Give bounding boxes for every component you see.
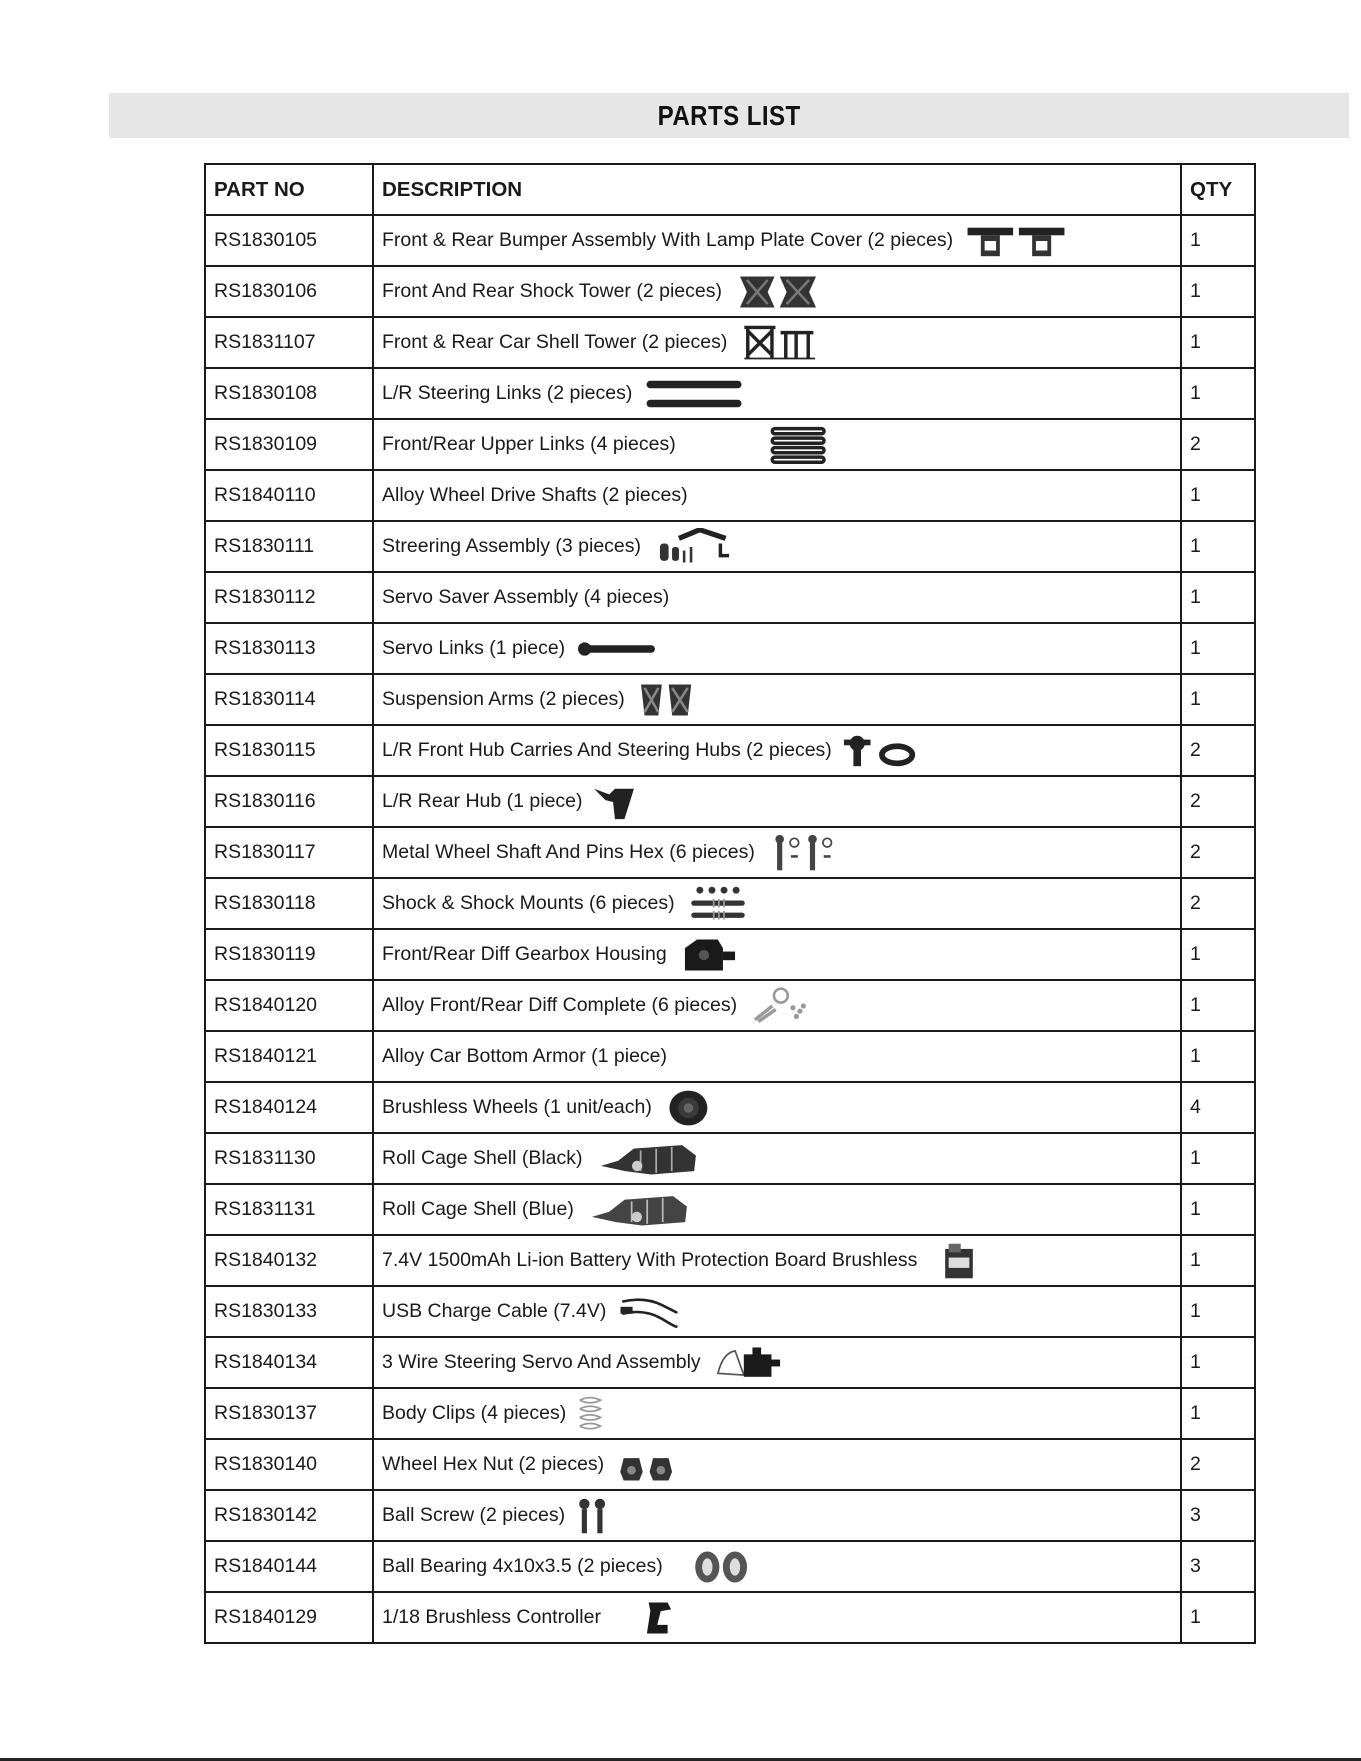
quantity-cell: 2 bbox=[1181, 827, 1255, 878]
shock-tower-icon bbox=[730, 273, 826, 311]
quantity-cell: 4 bbox=[1181, 1082, 1255, 1133]
part-description: L/R Front Hub Carries And Steering Hubs (2 pieces) bbox=[382, 738, 832, 761]
part-number-cell: RS1840134 bbox=[205, 1337, 373, 1388]
description-cell bbox=[373, 1490, 1181, 1541]
quantity-cell: 3 bbox=[1181, 1490, 1255, 1541]
description-cell bbox=[373, 1337, 1181, 1388]
quantity-cell: 1 bbox=[1181, 1133, 1255, 1184]
table-row bbox=[205, 266, 1255, 317]
part-number-cell: RS1830108 bbox=[205, 368, 373, 419]
body-clips-icon bbox=[574, 1395, 608, 1433]
table-row bbox=[205, 1439, 1255, 1490]
quantity-cell: 1 bbox=[1181, 1235, 1255, 1286]
table-row bbox=[205, 1082, 1255, 1133]
cable-icon bbox=[614, 1293, 684, 1331]
part-number-cell: RS1830112 bbox=[205, 572, 373, 623]
table-row bbox=[205, 317, 1255, 368]
description-cell bbox=[373, 572, 1181, 623]
description-cell bbox=[373, 1388, 1181, 1439]
servo-link-icon bbox=[573, 630, 659, 668]
wheel-shaft-icon bbox=[763, 834, 843, 872]
description-cell bbox=[373, 470, 1181, 521]
table-row bbox=[205, 878, 1255, 929]
upper-links-icon bbox=[684, 426, 834, 464]
quantity-cell: 1 bbox=[1181, 623, 1255, 674]
part-description: Ball Screw (2 pieces) bbox=[382, 1503, 566, 1526]
part-number-cell: RS1830116 bbox=[205, 776, 373, 827]
quantity-cell: 1 bbox=[1181, 1184, 1255, 1235]
description-cell bbox=[373, 1235, 1181, 1286]
description-cell bbox=[373, 1082, 1181, 1133]
column-header-part-no: PART NO bbox=[205, 164, 373, 215]
part-number-cell: RS1840124 bbox=[205, 1082, 373, 1133]
part-description: USB Charge Cable (7.4V) bbox=[382, 1299, 607, 1322]
hex-nut-icon bbox=[612, 1446, 682, 1484]
quantity-cell: 2 bbox=[1181, 1439, 1255, 1490]
quantity-cell: 1 bbox=[1181, 1388, 1255, 1439]
part-description: Front And Rear Shock Tower (2 pieces) bbox=[382, 279, 722, 302]
part-description: Front/Rear Upper Links (4 pieces) bbox=[382, 432, 676, 455]
part-description: 7.4V 1500mAh Li-ion Battery With Protection Board Brushless bbox=[382, 1248, 918, 1271]
table-row bbox=[205, 1490, 1255, 1541]
ball-bearing-icon bbox=[671, 1548, 757, 1586]
quantity-cell: 3 bbox=[1181, 1541, 1255, 1592]
part-number-cell: RS1830105 bbox=[205, 215, 373, 266]
description-cell bbox=[373, 1133, 1181, 1184]
part-description: Servo Saver Assembly (4 pieces) bbox=[382, 586, 670, 608]
table-row bbox=[205, 827, 1255, 878]
part-number-cell: RS1840110 bbox=[205, 470, 373, 521]
table-row bbox=[205, 1286, 1255, 1337]
part-number-cell: RS1830114 bbox=[205, 674, 373, 725]
description-cell bbox=[373, 368, 1181, 419]
description-cell bbox=[373, 980, 1181, 1031]
description-cell bbox=[373, 776, 1181, 827]
description-cell bbox=[373, 215, 1181, 266]
part-description: Servo Links (1 piece) bbox=[382, 636, 566, 659]
diff-icon bbox=[745, 987, 815, 1025]
part-number-cell: RS1830142 bbox=[205, 1490, 373, 1541]
quantity-cell: 2 bbox=[1181, 725, 1255, 776]
steering-assembly-icon bbox=[649, 528, 759, 566]
part-description: L/R Steering Links (2 pieces) bbox=[382, 381, 633, 404]
quantity-cell: 1 bbox=[1181, 470, 1255, 521]
description-cell bbox=[373, 623, 1181, 674]
shock-icon bbox=[683, 885, 753, 923]
description-cell bbox=[373, 317, 1181, 368]
part-description: Alloy Wheel Drive Shafts (2 pieces) bbox=[382, 484, 688, 506]
part-description: Streering Assembly (3 pieces) bbox=[382, 534, 642, 557]
quantity-cell: 1 bbox=[1181, 674, 1255, 725]
wheel-icon bbox=[660, 1089, 720, 1127]
gearbox-icon bbox=[675, 936, 745, 974]
part-number-cell: RS1831107 bbox=[205, 317, 373, 368]
description-cell bbox=[373, 674, 1181, 725]
table-row bbox=[205, 470, 1255, 521]
quantity-cell: 1 bbox=[1181, 980, 1255, 1031]
table-row bbox=[205, 521, 1255, 572]
part-number-cell: RS1830111 bbox=[205, 521, 373, 572]
quantity-cell: 2 bbox=[1181, 419, 1255, 470]
description-cell bbox=[373, 521, 1181, 572]
quantity-cell: 1 bbox=[1181, 1337, 1255, 1388]
battery-icon bbox=[925, 1242, 979, 1280]
part-number-cell: RS1840121 bbox=[205, 1031, 373, 1082]
column-header-qty: QTY bbox=[1181, 164, 1255, 215]
description-cell bbox=[373, 1286, 1181, 1337]
table-row bbox=[205, 1235, 1255, 1286]
description-cell bbox=[373, 1541, 1181, 1592]
part-number-cell: RS1830109 bbox=[205, 419, 373, 470]
roll-cage-black-icon bbox=[591, 1140, 711, 1178]
part-description: Alloy Front/Rear Diff Complete (6 pieces) bbox=[382, 993, 738, 1016]
part-number-cell: RS1830119 bbox=[205, 929, 373, 980]
part-description: 1/18 Brushless Controller bbox=[382, 1605, 601, 1628]
table-row bbox=[205, 1592, 1255, 1643]
description-cell bbox=[373, 929, 1181, 980]
quantity-cell: 1 bbox=[1181, 215, 1255, 266]
table-row bbox=[205, 572, 1255, 623]
table-row bbox=[205, 1541, 1255, 1592]
quantity-cell: 2 bbox=[1181, 776, 1255, 827]
description-cell bbox=[373, 1184, 1181, 1235]
rear-hub-icon bbox=[591, 783, 637, 821]
quantity-cell: 1 bbox=[1181, 1031, 1255, 1082]
part-description: Front & Rear Bumper Assembly With Lamp Plate Cover (2 pieces) bbox=[382, 228, 954, 251]
title-bar bbox=[109, 93, 1349, 138]
part-number-cell: RS1840129 bbox=[205, 1592, 373, 1643]
part-description: L/R Rear Hub (1 piece) bbox=[382, 789, 583, 812]
table-row bbox=[205, 929, 1255, 980]
description-cell bbox=[373, 725, 1181, 776]
part-description: Brushless Wheels (1 unit/each) bbox=[382, 1095, 652, 1118]
servo-icon bbox=[709, 1344, 789, 1382]
table-row bbox=[205, 1388, 1255, 1439]
parts-table bbox=[204, 163, 1256, 1644]
roll-cage-blue-icon bbox=[582, 1191, 702, 1229]
table-row bbox=[205, 419, 1255, 470]
part-description: Front/Rear Diff Gearbox Housing bbox=[382, 942, 667, 965]
part-description: Metal Wheel Shaft And Pins Hex (6 pieces) bbox=[382, 840, 755, 863]
bumper-icon bbox=[961, 222, 1071, 260]
parts-table-body bbox=[205, 215, 1255, 1643]
table-header-row bbox=[205, 164, 1255, 215]
part-number-cell: RS1830118 bbox=[205, 878, 373, 929]
table-row bbox=[205, 1133, 1255, 1184]
table-row bbox=[205, 215, 1255, 266]
quantity-cell: 1 bbox=[1181, 929, 1255, 980]
part-description: Suspension Arms (2 pieces) bbox=[382, 687, 625, 710]
part-number-cell: RS1830117 bbox=[205, 827, 373, 878]
description-cell bbox=[373, 1592, 1181, 1643]
part-number-cell: RS1830133 bbox=[205, 1286, 373, 1337]
description-cell bbox=[373, 419, 1181, 470]
part-number-cell: RS1831130 bbox=[205, 1133, 373, 1184]
quantity-cell: 1 bbox=[1181, 572, 1255, 623]
part-description: Alloy Car Bottom Armor (1 piece) bbox=[382, 1045, 668, 1067]
part-description: Roll Cage Shell (Blue) bbox=[382, 1197, 574, 1220]
part-description: Front & Rear Car Shell Tower (2 pieces) bbox=[382, 330, 728, 353]
quantity-cell: 1 bbox=[1181, 317, 1255, 368]
part-number-cell: RS1840144 bbox=[205, 1541, 373, 1592]
controller-icon bbox=[609, 1599, 679, 1637]
quantity-cell: 1 bbox=[1181, 266, 1255, 317]
description-cell bbox=[373, 827, 1181, 878]
suspension-arms-icon bbox=[633, 681, 701, 719]
part-number-cell: RS1830106 bbox=[205, 266, 373, 317]
part-number-cell: RS1830115 bbox=[205, 725, 373, 776]
quantity-cell: 1 bbox=[1181, 1592, 1255, 1643]
page-title: PARTS LIST bbox=[657, 99, 801, 131]
part-description: 3 Wire Steering Servo And Assembly bbox=[382, 1350, 701, 1373]
table-row bbox=[205, 1031, 1255, 1082]
quantity-cell: 1 bbox=[1181, 368, 1255, 419]
part-number-cell: RS1830113 bbox=[205, 623, 373, 674]
description-cell bbox=[373, 266, 1181, 317]
part-description: Wheel Hex Nut (2 pieces) bbox=[382, 1452, 605, 1475]
part-number-cell: RS1830137 bbox=[205, 1388, 373, 1439]
table-row bbox=[205, 980, 1255, 1031]
part-description: Body Clips (4 pieces) bbox=[382, 1401, 567, 1424]
quantity-cell: 1 bbox=[1181, 1286, 1255, 1337]
shell-tower-icon bbox=[735, 324, 821, 362]
part-number-cell: RS1840132 bbox=[205, 1235, 373, 1286]
description-cell bbox=[373, 1439, 1181, 1490]
part-number-cell: RS1840120 bbox=[205, 980, 373, 1031]
table-row bbox=[205, 725, 1255, 776]
quantity-cell: 1 bbox=[1181, 521, 1255, 572]
quantity-cell: 2 bbox=[1181, 878, 1255, 929]
hub-carrier-icon bbox=[840, 732, 920, 770]
table-row bbox=[205, 1337, 1255, 1388]
table-row bbox=[205, 776, 1255, 827]
part-description: Ball Bearing 4x10x3.5 (2 pieces) bbox=[382, 1554, 663, 1577]
column-header-description: DESCRIPTION bbox=[373, 164, 1181, 215]
description-cell bbox=[373, 878, 1181, 929]
part-description: Roll Cage Shell (Black) bbox=[382, 1146, 583, 1169]
table-row bbox=[205, 623, 1255, 674]
part-number-cell: RS1831131 bbox=[205, 1184, 373, 1235]
table-row bbox=[205, 368, 1255, 419]
part-number-cell: RS1830140 bbox=[205, 1439, 373, 1490]
ball-screw-icon bbox=[573, 1497, 613, 1535]
description-cell bbox=[373, 1031, 1181, 1082]
table-row bbox=[205, 1184, 1255, 1235]
part-description: Shock & Shock Mounts (6 pieces) bbox=[382, 891, 675, 914]
steering-links-icon bbox=[640, 375, 750, 413]
table-row bbox=[205, 674, 1255, 725]
